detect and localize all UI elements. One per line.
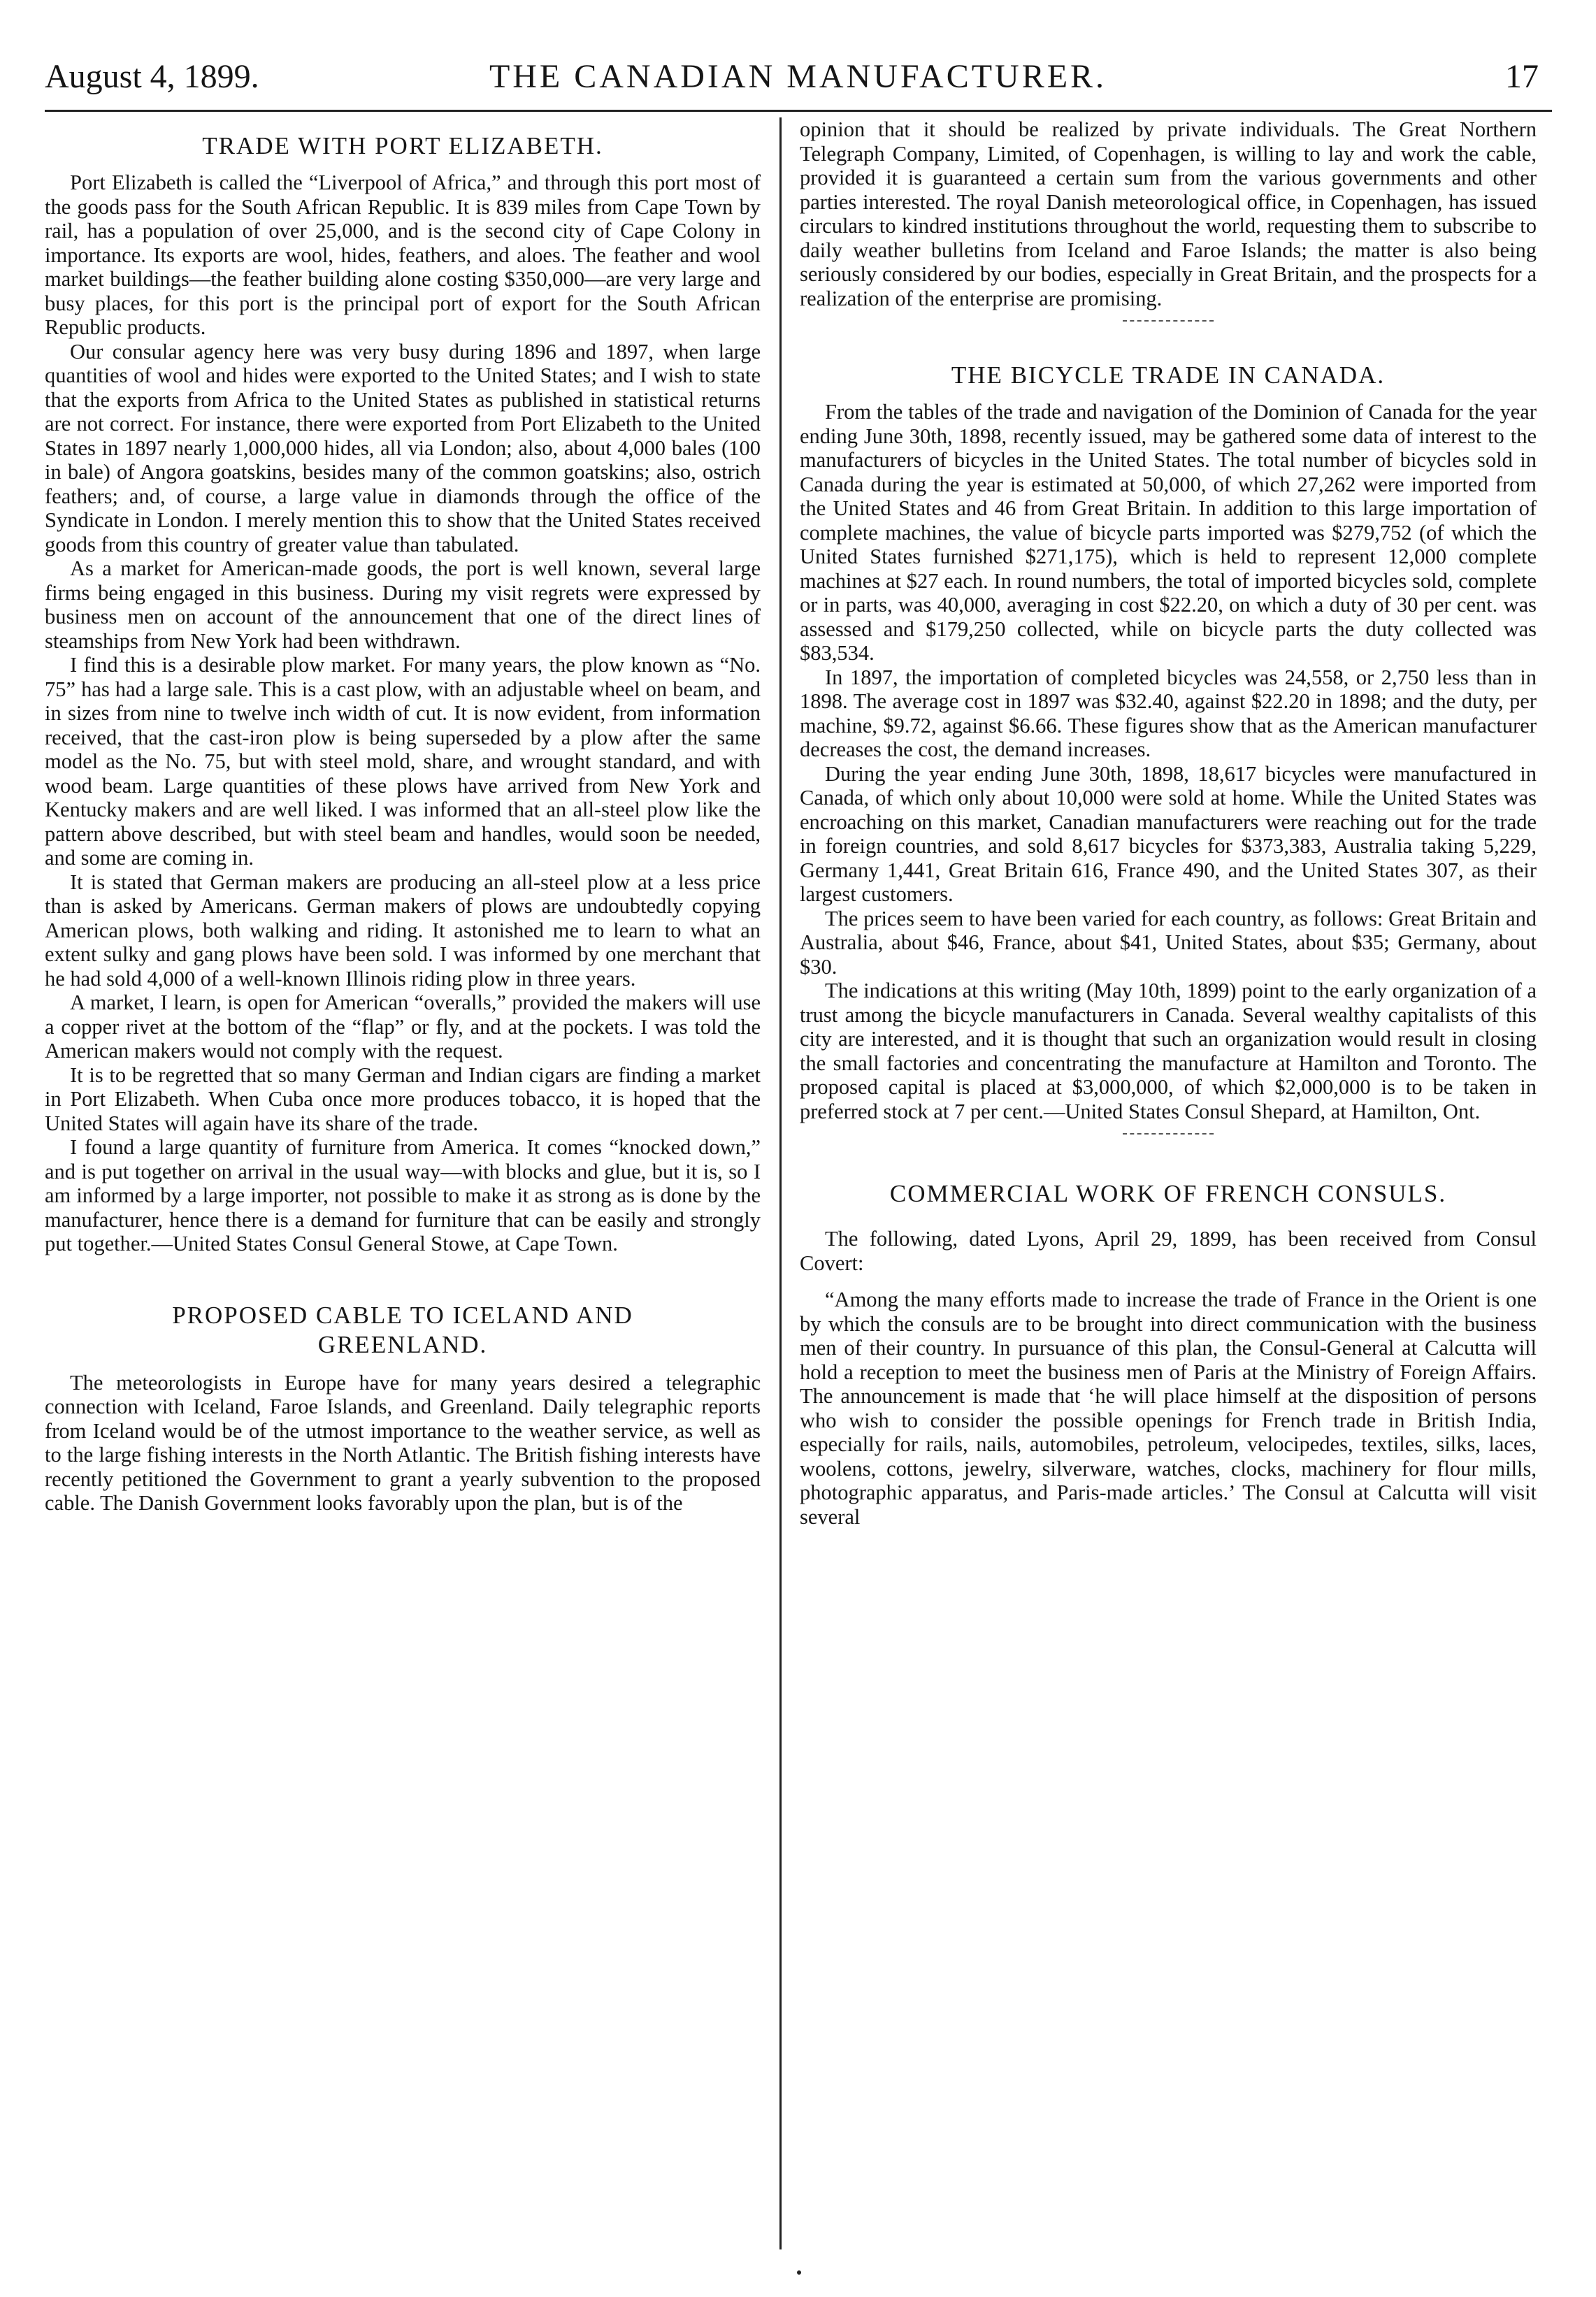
paragraph: During the year ending June 30th, 1898, 18,617 bicycles were manufactured in Canada, of which only about 10,000 were sold at home. While the United States was encroaching on this market, Canadian manufacturers were reaching out for the trade in foreign countries, and sold 8,617 bicycles for $373,383, Australia taking 5,229, Germany 1,441, Great Britain 616, France 490, and the United States 307, as their largest customers.	[800, 761, 1537, 906]
paragraph-gap	[800, 1275, 1537, 1288]
paragraph: It is to be regretted that so many German and Indian cigars are finding a market in Port Elizabeth. When Cuba once more produces tobacco, it is hoped that the United States will again have its share of the trade.	[45, 1063, 761, 1135]
paragraph: The indications at this writing (May 10th, 1899) point to the early organization of a trust among the bicycle manufacturers in Canada. Several wealthy capitalists of this city are interested, and it is thought that such an organization would result in closing the small factories and concentrating the manufacture at Hamilton and Toronto. The proposed capital is placed at $3,000,000, of which $2,000,000 is to be taken in preferred stock at 7 per cent.—United States Consul Shepard, at Hamilton, Ont.	[800, 979, 1537, 1123]
section-separator	[1123, 320, 1214, 322]
section-separator	[1123, 1133, 1214, 1135]
paragraph: The meteorologists in Europe have for many years desired a telegraphic connection with Iceland, Faroe Islands, and Greenland. Daily telegraphic reports from Iceland would be of the utmost importance to the weather service, as well as to the large fishing interests in the North Atlantic. The British fishing interests have recently petitioned the Government to grant a yearly subvention to the proposed cable. The Danish Government looks favorably upon the plan, but is of the	[45, 1370, 761, 1515]
article-heading-port-elizabeth: TRADE WITH PORT ELIZABETH.	[202, 132, 603, 159]
left-column	[45, 117, 761, 2256]
paragraph: I find this is a desirable plow market. For many years, the plow known as “No. 75” has had a large sale. This is a cast plow, with an adjustable wheel on beam, and in sizes from nine to twelve inch width of cut. It is now evident, from information received, that the cast-iron plow is being superseded by a plow after the same model as the No. 75, but with steel mold, share, and wrought standard, and with wood beam. Large quantities of these plows have arrived from New York and Kentucky makers and are well liked. I was informed that an all-steel plow like the pattern above described, but with steel beam and handles, would soon be needed, and some are coming in.	[45, 653, 761, 870]
heading-line: GREENLAND.	[317, 1330, 488, 1358]
paragraph: The prices seem to have been varied for each country, as follows: Great Britain and Australia, about $46, France, about $41, United States, about $35; Germany, about $30.	[800, 906, 1537, 979]
paragraph: In 1897, the importation of completed bicycles was 24,558, or 2,750 less than in 1898. The average cost in 1897 was $32.40, against $22.20 in 1898; and the duty, per machine, $9.72, against $6.66. These figures show that as the American manufacturer decreases the cost, the demand increases.	[800, 665, 1537, 761]
paragraph: The following, dated Lyons, April 29, 1899, has been received from Consul Covert:	[800, 1227, 1537, 1275]
paragraph: As a market for American-made goods, the port is well known, several large firms being engaged in this business. During my visit regrets were expressed by business men on account of the announcement that one of the direct lines of steamships from New York had been withdrawn.	[45, 556, 761, 653]
paragraph: A market, I learn, is open for American “overalls,” provided the makers will use a copper rivet at the bottom of the “flap” or fly, and at the pockets. I was told the American makers would not comply with the request.	[45, 991, 761, 1063]
paragraph: Port Elizabeth is called the “Liverpool of Africa,” and through this port most of the goods pass for the South African Republic. It is 839 miles from Cape Town by rail, has a population of over 25,000, and is the second city of Cape Colony in importance. Its exports are wool, hides, feathers, and aloes. The feather and wool market buildings—the feather building alone costing $350,000—are very large and busy places, for this port is the principal port of export for the South African Republic products.	[45, 171, 761, 339]
paragraph: It is stated that German makers are producing an all-steel plow at a less price than is asked by Americans. German makers of plows are undoubtedly copying American plows, both walking and riding. It astonished me to learn to what an extent sulky and gang plows have been sold. I was informed by one merchant that he had sold 4,000 of a well-known Illinois riding plow in three years.	[45, 870, 761, 991]
column-divider	[779, 117, 782, 2249]
header-rule	[45, 110, 1552, 112]
paragraph: From the tables of the trade and navigation of the Dominion of Canada for the year ending June 30th, 1898, recently issued, may be gathered some data of interest to the manufacturers of bicycles in the United States. The total number of bicycles sold in Canada during the year is estimated at 50,000, of which 27,262 were imported from the United States and 46 from Great Britain. In addition to this large importation of complete machines, the value of bicycle parts imported was $279,752 (of which the United States furnished $271,175), which is held to represent 12,000 complete machines at $27 each. In round numbers, the total of imported bicycles sold, complete or in parts, was 40,000, averaging in cost $22.20, on which a duty of 30 per cent. was assessed and $179,250 collected, while on bicycle parts the duty collected was $83,534.	[800, 400, 1537, 665]
article-heading-french-consuls: COMMERCIAL WORK OF FRENCH CONSULS.	[889, 1180, 1447, 1207]
heading-line: PROPOSED CABLE TO ICELAND AND	[172, 1301, 633, 1329]
article-heading-iceland-cable	[45, 1301, 761, 1360]
printer-mark	[797, 2270, 801, 2275]
page-number: 17	[1505, 58, 1539, 95]
paragraph: I found a large quantity of furniture from America. It comes “knocked down,” and is put together on arrival in the usual way—with blocks and glue, but it is, so I am informed by a large importer, not possible to make it as strong as is done by the manufacturer, hence there is a demand for furniture that can be easily and strongly put together.—United States Consul General Stowe, at Cape Town.	[45, 1135, 761, 1255]
issue-date: August 4, 1899.	[45, 58, 259, 95]
publication-title: THE CANADIAN MANUFACTURER.	[489, 58, 1107, 95]
right-column	[800, 117, 1537, 2256]
paragraph: “Among the many efforts made to increase the trade of France in the Orient is one by which the consuls are to be brought into direct communication with the business men of their country. In pursuance of this plan, the Consul-General at Calcutta will hold a reception to meet the business men of Paris at the Ministry of Foreign Affairs. The announcement is made that ‘he will place himself at the disposition of persons who wish to consider the possible openings for French trade in British India, especially for rails, nails, automobiles, petroleum, velocipedes, textiles, silks, laces, woolens, cottons, jewelry, silverware, watches, clocks, machinery for flour mills, photographic apparatus, and Paris-made articles.’ The Consul at Calcutta will visit several	[800, 1288, 1537, 1529]
article-heading-bicycle-trade: THE BICYCLE TRADE IN CANADA.	[951, 361, 1386, 389]
paragraph-continued: opinion that it should be realized by private individuals. The Great Northern Telegraph Company, Limited, of Copenhagen, is willing to lay and work the cable, provided it is guaranteed a certain sum from the various governments and other parties interested. The royal Danish meteorological office, in Copenhagen, has issued circulars to kindred institutions throughout the world, requesting them to subscribe to daily weather bulletins from Iceland and Faroe Islands; the matter is also being seriously considered by our bodies, especially in Great Britain, and the prospects for a realization of the enterprise are promising.	[800, 117, 1537, 310]
paragraph: Our consular agency here was very busy during 1896 and 1897, when large quantities of wool and hides were exported to the United States; and I wish to state that the exports from Africa to the United States as published in statistical returns are not correct. For instance, there were exported from Port Elizabeth to the United States in 1897 nearly 1,000,000 hides, all via London; also, about 4,000 bales (100 in bale) of Angora goatskins, besides many of the common goatskins; also, ostrich feathers; and, of course, a large value in diamonds through the office of the Syndicate in London. I merely mention this to show that the United States received goods from this country of greater value than tabulated.	[45, 339, 761, 556]
